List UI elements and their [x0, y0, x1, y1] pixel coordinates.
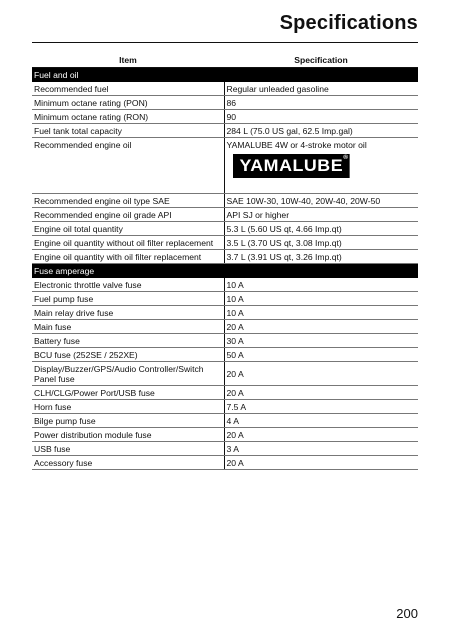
spec-cell: 4 A: [224, 414, 418, 428]
table-row: [32, 414, 418, 428]
spec-cell: 86: [224, 96, 418, 110]
item-cell: Battery fuse: [32, 334, 224, 348]
table-row: [32, 250, 418, 264]
section-title: Fuse amperage: [32, 264, 418, 278]
item-cell: BCU fuse (252SE / 252XE): [32, 348, 224, 362]
table-header-row: [32, 52, 418, 68]
table-row: [32, 208, 418, 222]
item-column-header: Item: [32, 52, 224, 68]
item-cell: Horn fuse: [32, 400, 224, 414]
item-cell: USB fuse: [32, 442, 224, 456]
spec-cell: 5.3 L (5.60 US qt, 4.66 Imp.qt): [224, 222, 418, 236]
spec-cell: 20 A: [224, 362, 418, 386]
table-row: [32, 82, 418, 96]
section-title: Fuel and oil: [32, 68, 418, 82]
table-row: [32, 386, 418, 400]
yamalube-logo: [233, 154, 350, 178]
section-header-fuel-and-oil: [32, 68, 418, 82]
table-row: [32, 278, 418, 292]
spec-cell: 3.5 L (3.70 US qt, 3.08 Imp.qt): [224, 236, 418, 250]
spec-cell: 90: [224, 110, 418, 124]
spec-cell: 3.7 L (3.91 US qt, 3.26 Imp.qt): [224, 250, 418, 264]
spec-cell: 20 A: [224, 386, 418, 400]
spec-cell: [224, 138, 418, 194]
spec-cell: API SJ or higher: [224, 208, 418, 222]
item-cell: Minimum octane rating (RON): [32, 110, 224, 124]
item-cell: Bilge pump fuse: [32, 414, 224, 428]
spec-cell: 20 A: [224, 456, 418, 470]
spec-cell: 10 A: [224, 278, 418, 292]
spec-cell: 10 A: [224, 306, 418, 320]
item-cell: Engine oil total quantity: [32, 222, 224, 236]
table-row: [32, 320, 418, 334]
item-cell: Fuel tank total capacity: [32, 124, 224, 138]
item-cell: Main relay drive fuse: [32, 306, 224, 320]
spec-cell: 50 A: [224, 348, 418, 362]
spec-cell: 7.5 A: [224, 400, 418, 414]
spec-cell: 284 L (75.0 US gal, 62.5 Imp.gal): [224, 124, 418, 138]
spec-cell: 30 A: [224, 334, 418, 348]
yamalube-logo-text: YAMALUBE: [238, 157, 343, 175]
spec-cell: 10 A: [224, 292, 418, 306]
table-row: [32, 306, 418, 320]
specification-column-header: Specification: [224, 52, 418, 68]
table-row: [32, 442, 418, 456]
spec-cell: 3 A: [224, 442, 418, 456]
spec-cell: 20 A: [224, 320, 418, 334]
specifications-table: [32, 52, 418, 470]
item-cell: Minimum octane rating (PON): [32, 96, 224, 110]
table-row: [32, 456, 418, 470]
table-row: [32, 292, 418, 306]
item-cell: Main fuse: [32, 320, 224, 334]
item-cell: Recommended engine oil type SAE: [32, 194, 224, 208]
spec-cell: SAE 10W-30, 10W-40, 20W-40, 20W-50: [224, 194, 418, 208]
page-number: 200: [396, 606, 418, 621]
table-row: [32, 334, 418, 348]
table-row: [32, 400, 418, 414]
table-row: [32, 96, 418, 110]
spec-cell: 20 A: [224, 428, 418, 442]
engine-oil-spec-text: YAMALUBE 4W or 4-stroke motor oil: [226, 140, 367, 150]
table-row: [32, 222, 418, 236]
table-row: [32, 236, 418, 250]
page-title: Specifications: [279, 12, 418, 34]
table-row: [32, 348, 418, 362]
table-row: [32, 194, 418, 208]
title-rule: [32, 42, 418, 43]
item-cell: Recommended engine oil grade API: [32, 208, 224, 222]
item-cell: Recommended fuel: [32, 82, 224, 96]
item-cell: Electronic throttle valve fuse: [32, 278, 224, 292]
item-cell: Display/Buzzer/GPS/Audio Controller/Switch Panel fuse: [32, 362, 224, 386]
registered-mark: ®: [342, 155, 349, 161]
item-cell: CLH/CLG/Power Port/USB fuse: [32, 386, 224, 400]
table-row: [32, 428, 418, 442]
section-header-fuse-amperage: [32, 264, 418, 278]
table-row: [32, 138, 418, 194]
spec-cell: Regular unleaded gasoline: [224, 82, 418, 96]
item-cell: Engine oil quantity without oil filter replacement: [32, 236, 224, 250]
table-row: [32, 110, 418, 124]
item-cell: Recommended engine oil: [32, 138, 224, 194]
table-row: [32, 362, 418, 386]
item-cell: Accessory fuse: [32, 456, 224, 470]
item-cell: Power distribution module fuse: [32, 428, 224, 442]
item-cell: Engine oil quantity with oil filter replacement: [32, 250, 224, 264]
table-row: [32, 124, 418, 138]
item-cell: Fuel pump fuse: [32, 292, 224, 306]
